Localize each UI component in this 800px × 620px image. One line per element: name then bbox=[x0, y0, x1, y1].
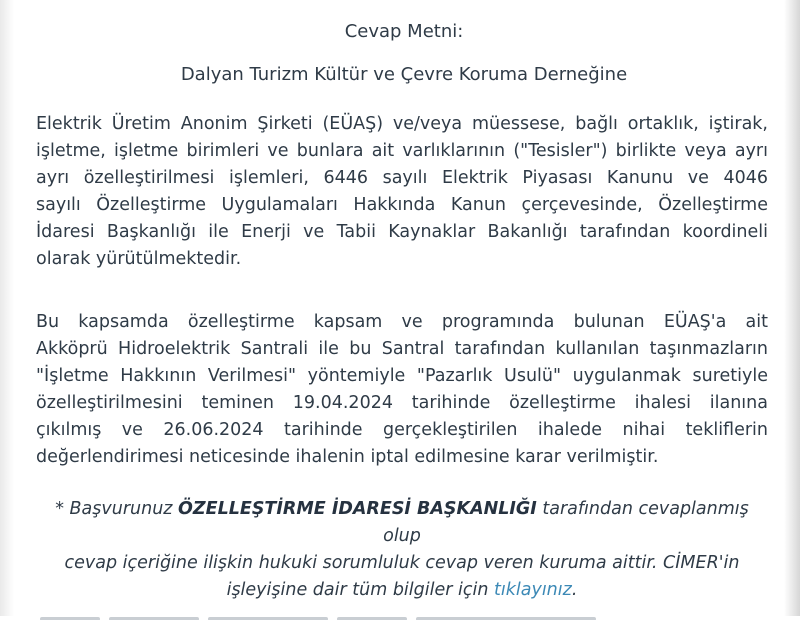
cut-off-next-line bbox=[40, 606, 760, 620]
paragraph-2-line: Bu kapsamda özelleştirme kapsam ve programında bulunan EÜAŞ'a ait bbox=[36, 312, 768, 332]
note-prefix: * Başvurunuz bbox=[55, 499, 179, 519]
paragraph-1 bbox=[36, 111, 768, 273]
recipient-line: Dalyan Turizm Kültür ve Çevre Koruma Derneğine bbox=[180, 64, 628, 85]
paragraph-1-line: Elektrik Üretim Anonim Şirketi (EÜAŞ) ve/veya müessese, bağlı ortaklık, iştirak, bbox=[36, 114, 768, 134]
note-line-3-suffix: . bbox=[571, 580, 578, 600]
paragraph-2-line: değerlendirimesi neticesinde ihalenin iptal edilmesine karar verilmiştir. bbox=[36, 447, 659, 467]
info-link[interactable]: tıklayınız bbox=[494, 580, 572, 600]
responsibility-note bbox=[36, 496, 768, 604]
right-edge-shadow bbox=[784, 0, 800, 616]
note-line-3-prefix: işleyişine dair tüm bilgiler için bbox=[226, 580, 495, 600]
responding-institution: ÖZELLEŞTİRME İDARESİ BAŞKANLIĞI bbox=[178, 499, 537, 519]
paragraph-1-line: ayrı özelleştirilmesi işlemleri, 6446 sayılı Elektrik Piyasası Kanunu ve 4046 bbox=[36, 168, 768, 188]
paragraph-1-line: sayılı Özelleştirme Uygulamaları Hakkında Kanun çerçevesinde, Özelleştirme bbox=[36, 195, 768, 215]
note-middle: tarafından cevaplanmış olup bbox=[383, 499, 749, 546]
paragraph-2-line: Akköprü Hidroelektrik Santrali ile bu Santral tarafından kullanılan taşınmazların bbox=[36, 339, 768, 359]
response-title: Cevap Metni: bbox=[344, 21, 464, 42]
paragraph-1-line: olarak yürütülmektedir. bbox=[36, 249, 242, 269]
note-line-2: cevap içeriğine ilişkin hukuki sorumluluk cevap veren kuruma aittir. CİMER'in bbox=[64, 553, 740, 573]
left-edge-shadow bbox=[0, 0, 14, 616]
paragraph-2 bbox=[36, 309, 768, 471]
paragraph-1-line: İdaresi Başkanlığı ile Enerji ve Tabii Kaynaklar Bakanlığı tarafından koordineli bbox=[36, 222, 768, 242]
paragraph-2-line: özelleştirilmesini teminen 19.04.2024 tarihinde özelleştirme ihalesi ilanına bbox=[36, 393, 768, 413]
paragraph-2-line: "İşletme Hakkının Verilmesi" yöntemiyle "Pazarlık Usulü" uygulanmak suretiyle bbox=[36, 366, 768, 386]
paragraph-2-line: çıkılmış ve 26.06.2024 tarihinde gerçekleştirilen ihalede nihai tekliflerin bbox=[36, 420, 768, 440]
paragraph-1-line: işletme, işletme birimleri ve bunlara ait varlıklarının ("Tesisler") birlikte veya ayrı bbox=[36, 141, 768, 161]
